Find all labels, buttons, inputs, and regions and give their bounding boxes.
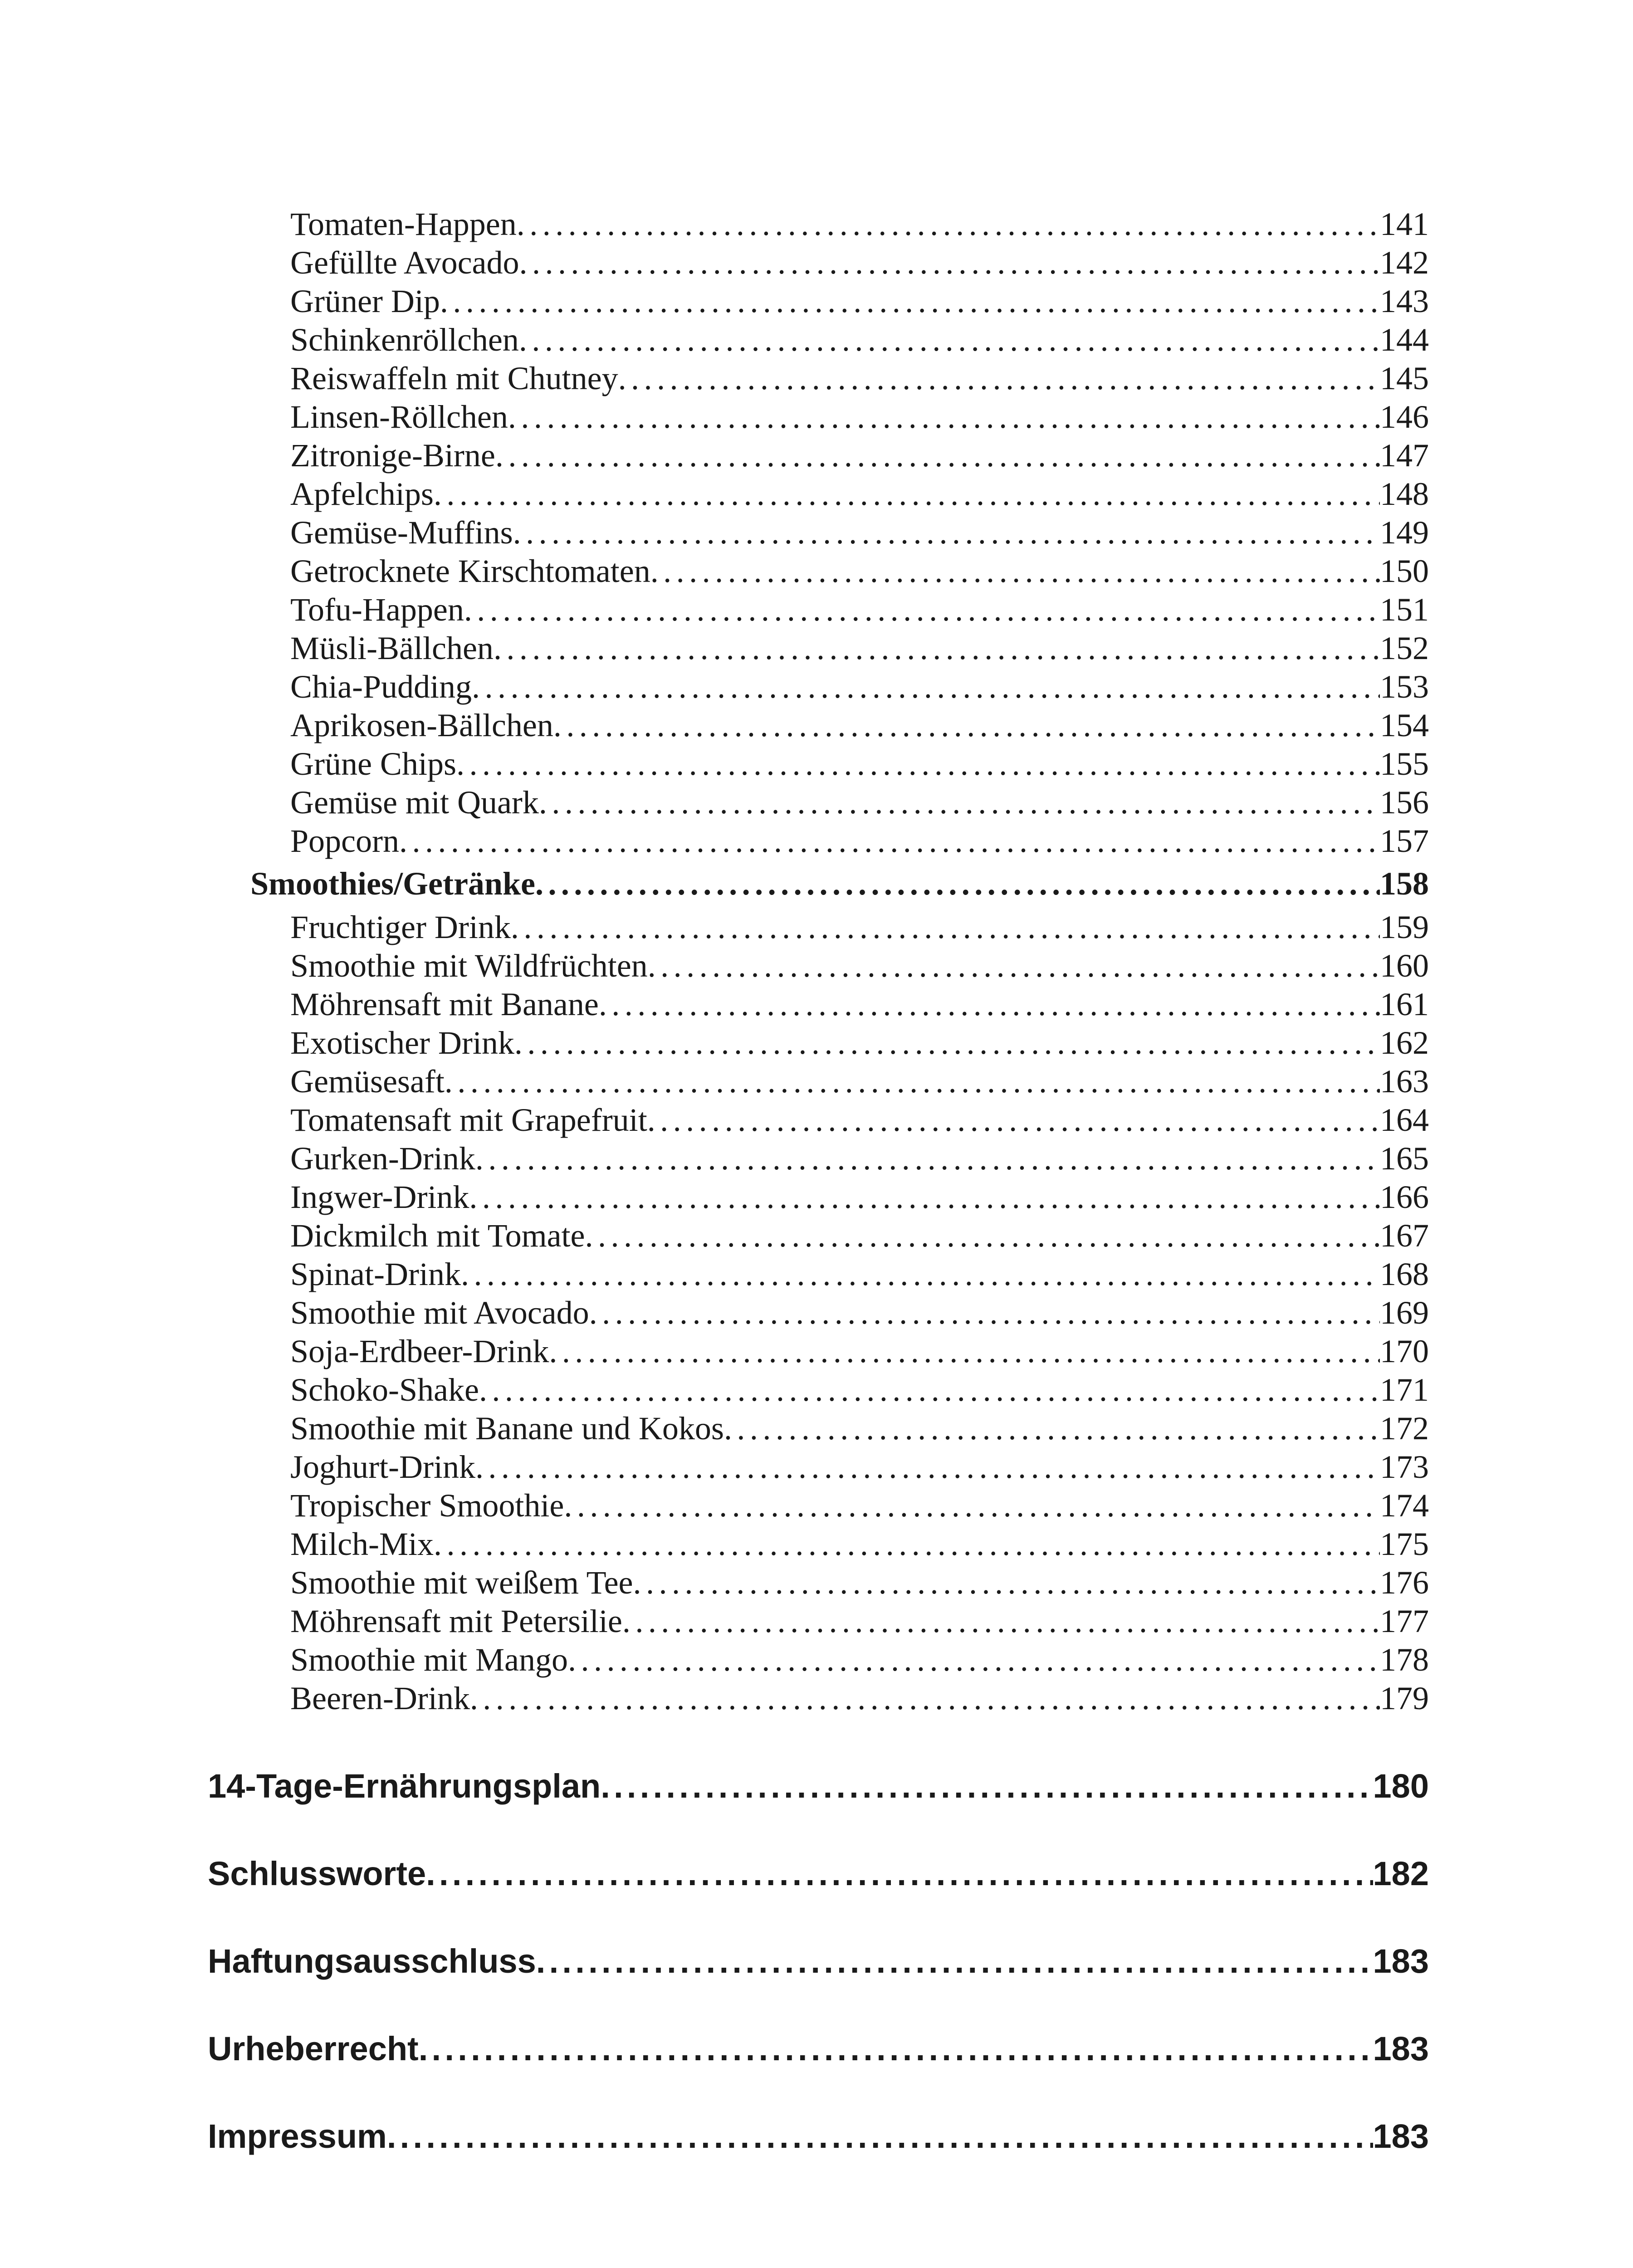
toc-entry[interactable] bbox=[290, 783, 1429, 821]
toc-entry-page: 159 bbox=[1380, 909, 1429, 945]
toc-entry-title: Möhrensaft mit Banane bbox=[290, 986, 599, 1022]
toc-entry-title: Grüne Chips bbox=[290, 746, 456, 782]
toc-entry-page: 149 bbox=[1380, 514, 1429, 551]
toc-entry-page: 154 bbox=[1380, 707, 1429, 743]
dot-leader bbox=[495, 436, 1380, 474]
dot-leader bbox=[536, 1936, 1373, 1986]
dot-leader bbox=[399, 822, 1380, 860]
toc-entry[interactable] bbox=[290, 822, 1429, 860]
toc-entry-title: Tomaten-Happen bbox=[290, 206, 517, 242]
dot-leader bbox=[470, 1679, 1380, 1717]
toc-chapter-page: 180 bbox=[1373, 1767, 1429, 1805]
dot-leader bbox=[387, 2112, 1373, 2161]
dot-leader bbox=[519, 321, 1380, 359]
dot-leader bbox=[479, 1371, 1380, 1409]
toc-entry-page: 153 bbox=[1380, 669, 1429, 705]
dot-leader bbox=[469, 1178, 1380, 1216]
toc-entry-page: 165 bbox=[1380, 1140, 1429, 1177]
toc-entry[interactable] bbox=[290, 908, 1429, 946]
toc-entry-page: 141 bbox=[1380, 206, 1429, 242]
toc-entry[interactable] bbox=[290, 1139, 1429, 1178]
toc-entry[interactable] bbox=[290, 1178, 1429, 1216]
dot-leader bbox=[440, 282, 1380, 320]
dot-leader bbox=[445, 1062, 1380, 1100]
toc-entry-page: 157 bbox=[1380, 823, 1429, 859]
dot-leader bbox=[553, 706, 1380, 744]
dot-leader bbox=[601, 1761, 1373, 1811]
toc-section-page: 158 bbox=[1380, 865, 1429, 902]
toc-entry[interactable] bbox=[290, 629, 1429, 667]
toc-entry-page: 144 bbox=[1380, 322, 1429, 358]
toc-entry-page: 163 bbox=[1380, 1063, 1429, 1100]
dot-leader bbox=[585, 1217, 1380, 1255]
dot-leader bbox=[434, 475, 1380, 513]
toc-entry-title: Reiswaffeln mit Chutney bbox=[290, 360, 618, 396]
dot-leader bbox=[475, 1448, 1380, 1486]
toc-chapter-title: 14-Tage-Ernährungsplan bbox=[208, 1767, 601, 1805]
toc-entry-title: Gemüse-Muffins bbox=[290, 514, 513, 551]
toc-entry[interactable] bbox=[290, 1024, 1429, 1062]
toc-entry[interactable] bbox=[290, 1294, 1429, 1332]
dot-leader bbox=[648, 947, 1380, 985]
dot-leader bbox=[650, 552, 1380, 590]
toc-entry-title: Tropischer Smoothie bbox=[290, 1487, 564, 1524]
toc-entry-title: Schoko-Shake bbox=[290, 1372, 479, 1408]
toc-entry-page: 167 bbox=[1380, 1217, 1429, 1254]
toc-entry-page: 179 bbox=[1380, 1680, 1429, 1716]
toc-entry-page: 164 bbox=[1380, 1102, 1429, 1138]
toc-entry[interactable] bbox=[290, 1679, 1429, 1717]
toc-entry[interactable] bbox=[290, 668, 1429, 706]
toc-entry-title: Smoothie mit Wildfrüchten bbox=[290, 948, 648, 984]
dot-leader bbox=[508, 398, 1380, 436]
toc-entry-page: 160 bbox=[1380, 948, 1429, 984]
dot-leader bbox=[426, 1849, 1373, 1899]
toc-entry[interactable] bbox=[290, 475, 1429, 513]
toc-entry-page: 171 bbox=[1380, 1372, 1429, 1408]
dot-leader bbox=[622, 1602, 1380, 1640]
dot-leader bbox=[461, 1255, 1380, 1293]
toc-entry[interactable] bbox=[290, 1448, 1429, 1486]
toc-entry-page: 161 bbox=[1380, 986, 1429, 1022]
toc-entry[interactable] bbox=[290, 1486, 1429, 1525]
toc-entry[interactable] bbox=[290, 1332, 1429, 1370]
dot-leader bbox=[434, 1525, 1380, 1563]
toc-entry-title: Getrocknete Kirschtomaten bbox=[290, 553, 650, 589]
toc-entry-page: 178 bbox=[1380, 1642, 1429, 1678]
toc-entry-page: 150 bbox=[1380, 553, 1429, 589]
toc-entry[interactable] bbox=[290, 282, 1429, 320]
toc-entry-title: Joghurt-Drink bbox=[290, 1449, 475, 1485]
toc-entry-title: Gurken-Drink bbox=[290, 1140, 475, 1177]
toc-entry[interactable] bbox=[290, 591, 1429, 629]
dot-leader bbox=[456, 745, 1380, 783]
dot-leader bbox=[535, 862, 1380, 905]
dot-leader bbox=[589, 1294, 1380, 1332]
toc-chapter-entry[interactable] bbox=[208, 1849, 1429, 1899]
dot-leader bbox=[419, 2024, 1373, 2074]
toc-entry-title: Gemüsesaft bbox=[290, 1063, 445, 1100]
toc-entry-title: Smoothie mit Banane und Kokos bbox=[290, 1410, 724, 1447]
toc-entry-page: 145 bbox=[1380, 360, 1429, 396]
toc-entry[interactable] bbox=[290, 1217, 1429, 1255]
toc-entry-page: 162 bbox=[1380, 1025, 1429, 1061]
toc-entry[interactable] bbox=[290, 513, 1429, 552]
toc-entry[interactable] bbox=[290, 1602, 1429, 1640]
toc-entry[interactable] bbox=[290, 359, 1429, 397]
toc-chapter-page: 183 bbox=[1373, 1942, 1429, 1980]
toc-entry-title: Dickmilch mit Tomate bbox=[290, 1217, 585, 1254]
dot-leader bbox=[564, 1486, 1380, 1525]
dot-leader bbox=[494, 629, 1380, 667]
toc-entry-title: Müsli-Bällchen bbox=[290, 630, 494, 666]
toc-entry-page: 147 bbox=[1380, 437, 1429, 474]
toc-entry[interactable] bbox=[290, 398, 1429, 436]
toc-entry-page: 170 bbox=[1380, 1333, 1429, 1369]
toc-chapter-title: Schlussworte bbox=[208, 1855, 426, 1892]
toc-entry[interactable] bbox=[290, 985, 1429, 1023]
dot-leader bbox=[618, 359, 1380, 397]
dot-leader bbox=[549, 1332, 1380, 1370]
toc-entry-page: 172 bbox=[1380, 1410, 1429, 1447]
toc-chapter-title: Urheberrecht bbox=[208, 2030, 419, 2068]
toc-entry[interactable] bbox=[290, 205, 1429, 243]
toc-entry-page: 152 bbox=[1380, 630, 1429, 666]
toc-entry-title: Fruchtiger Drink bbox=[290, 909, 511, 945]
toc-chapter-page: 183 bbox=[1373, 2117, 1429, 2155]
toc-entry[interactable] bbox=[290, 436, 1429, 474]
dot-leader bbox=[599, 985, 1380, 1023]
toc-entry-page: 175 bbox=[1380, 1526, 1429, 1562]
dot-leader bbox=[724, 1409, 1380, 1447]
toc-section-title: Smoothies/Getränke bbox=[250, 865, 535, 902]
toc-entry-page: 176 bbox=[1380, 1564, 1429, 1601]
toc-entry-page: 156 bbox=[1380, 784, 1429, 821]
toc-entry-title: Möhrensaft mit Petersilie bbox=[290, 1603, 622, 1639]
toc-entry-title: Linsen-Röllchen bbox=[290, 399, 508, 435]
toc-entry[interactable] bbox=[290, 552, 1429, 590]
toc-section-entry[interactable] bbox=[250, 862, 1429, 905]
toc-entry-title: Chia-Pudding bbox=[290, 669, 472, 705]
toc-entry-title: Spinat-Drink bbox=[290, 1256, 461, 1292]
toc-chapter-page: 183 bbox=[1373, 2030, 1429, 2068]
dot-leader bbox=[647, 1101, 1380, 1139]
toc-entry-title: Tofu-Happen bbox=[290, 591, 464, 628]
toc-chapter-page: 182 bbox=[1373, 1855, 1429, 1892]
dot-leader bbox=[568, 1641, 1380, 1679]
toc-entry-title: Gefüllte Avocado bbox=[290, 244, 519, 281]
dot-leader bbox=[517, 205, 1380, 243]
toc-entry-title: Schinkenröllchen bbox=[290, 322, 519, 358]
toc-entry-page: 168 bbox=[1380, 1256, 1429, 1292]
dot-leader bbox=[464, 591, 1380, 629]
dot-leader bbox=[475, 1139, 1380, 1178]
toc-entry-title: Grüner Dip bbox=[290, 283, 440, 319]
toc-entry-title: Gemüse mit Quark bbox=[290, 784, 539, 821]
toc-entry-page: 148 bbox=[1380, 476, 1429, 512]
toc-entry-title: Tomatensaft mit Grapefruit bbox=[290, 1102, 647, 1138]
toc-entry[interactable] bbox=[290, 1062, 1429, 1100]
toc-entry-page: 151 bbox=[1380, 591, 1429, 628]
dot-leader bbox=[513, 513, 1380, 552]
toc-entry[interactable] bbox=[290, 1101, 1429, 1139]
toc-entry-page: 146 bbox=[1380, 399, 1429, 435]
toc-entry-title: Aprikosen-Bällchen bbox=[290, 707, 553, 743]
toc-entry[interactable] bbox=[290, 745, 1429, 783]
toc-entry[interactable] bbox=[290, 1641, 1429, 1679]
toc-entry-title: Ingwer-Drink bbox=[290, 1179, 469, 1215]
toc-entry-title: Milch-Mix bbox=[290, 1526, 434, 1562]
toc-entry-page: 166 bbox=[1380, 1179, 1429, 1215]
toc-entry-page: 155 bbox=[1380, 746, 1429, 782]
toc-entry[interactable] bbox=[290, 706, 1429, 744]
dot-leader bbox=[519, 244, 1380, 282]
toc-entry-page: 169 bbox=[1380, 1295, 1429, 1331]
toc-entry[interactable] bbox=[290, 1564, 1429, 1602]
toc-entry-title: Smoothie mit weißem Tee bbox=[290, 1564, 633, 1601]
toc-entry-title: Apfelchips bbox=[290, 476, 434, 512]
toc-chapter-title: Impressum bbox=[208, 2117, 387, 2155]
toc-entry[interactable] bbox=[290, 321, 1429, 359]
toc-entry-title: Smoothie mit Avocado bbox=[290, 1295, 589, 1331]
toc-entry-title: Zitronige-Birne bbox=[290, 437, 495, 474]
toc-chapter-entry[interactable] bbox=[208, 1761, 1429, 1811]
toc-chapter-entry[interactable] bbox=[208, 2024, 1429, 2074]
dot-leader bbox=[539, 783, 1380, 821]
toc-entry-page: 143 bbox=[1380, 283, 1429, 319]
toc-entry-title: Soja-Erdbeer-Drink bbox=[290, 1333, 549, 1369]
toc-entry[interactable] bbox=[290, 1255, 1429, 1293]
toc-entry-title: Exotischer Drink bbox=[290, 1025, 514, 1061]
toc-entry[interactable] bbox=[290, 1525, 1429, 1563]
toc-entry-title: Beeren-Drink bbox=[290, 1680, 470, 1716]
dot-leader bbox=[633, 1564, 1380, 1602]
dot-leader bbox=[514, 1024, 1380, 1062]
toc-entry-title: Popcorn bbox=[290, 823, 399, 859]
toc-entry-page: 173 bbox=[1380, 1449, 1429, 1485]
toc-entry-page: 174 bbox=[1380, 1487, 1429, 1524]
dot-leader bbox=[511, 908, 1380, 946]
toc-chapter-title: Haftungsausschluss bbox=[208, 1942, 536, 1980]
toc-entry-page: 177 bbox=[1380, 1603, 1429, 1639]
toc-entry[interactable] bbox=[290, 1409, 1429, 1447]
toc-entry-title: Smoothie mit Mango bbox=[290, 1642, 568, 1678]
toc-entry[interactable] bbox=[290, 244, 1429, 282]
toc-entry[interactable] bbox=[290, 1371, 1429, 1409]
toc-chapter-entry[interactable] bbox=[208, 2112, 1429, 2161]
toc-entry[interactable] bbox=[290, 947, 1429, 985]
dot-leader bbox=[472, 668, 1380, 706]
toc-chapter-entry[interactable] bbox=[208, 1936, 1429, 1986]
toc-entry-page: 142 bbox=[1380, 244, 1429, 281]
